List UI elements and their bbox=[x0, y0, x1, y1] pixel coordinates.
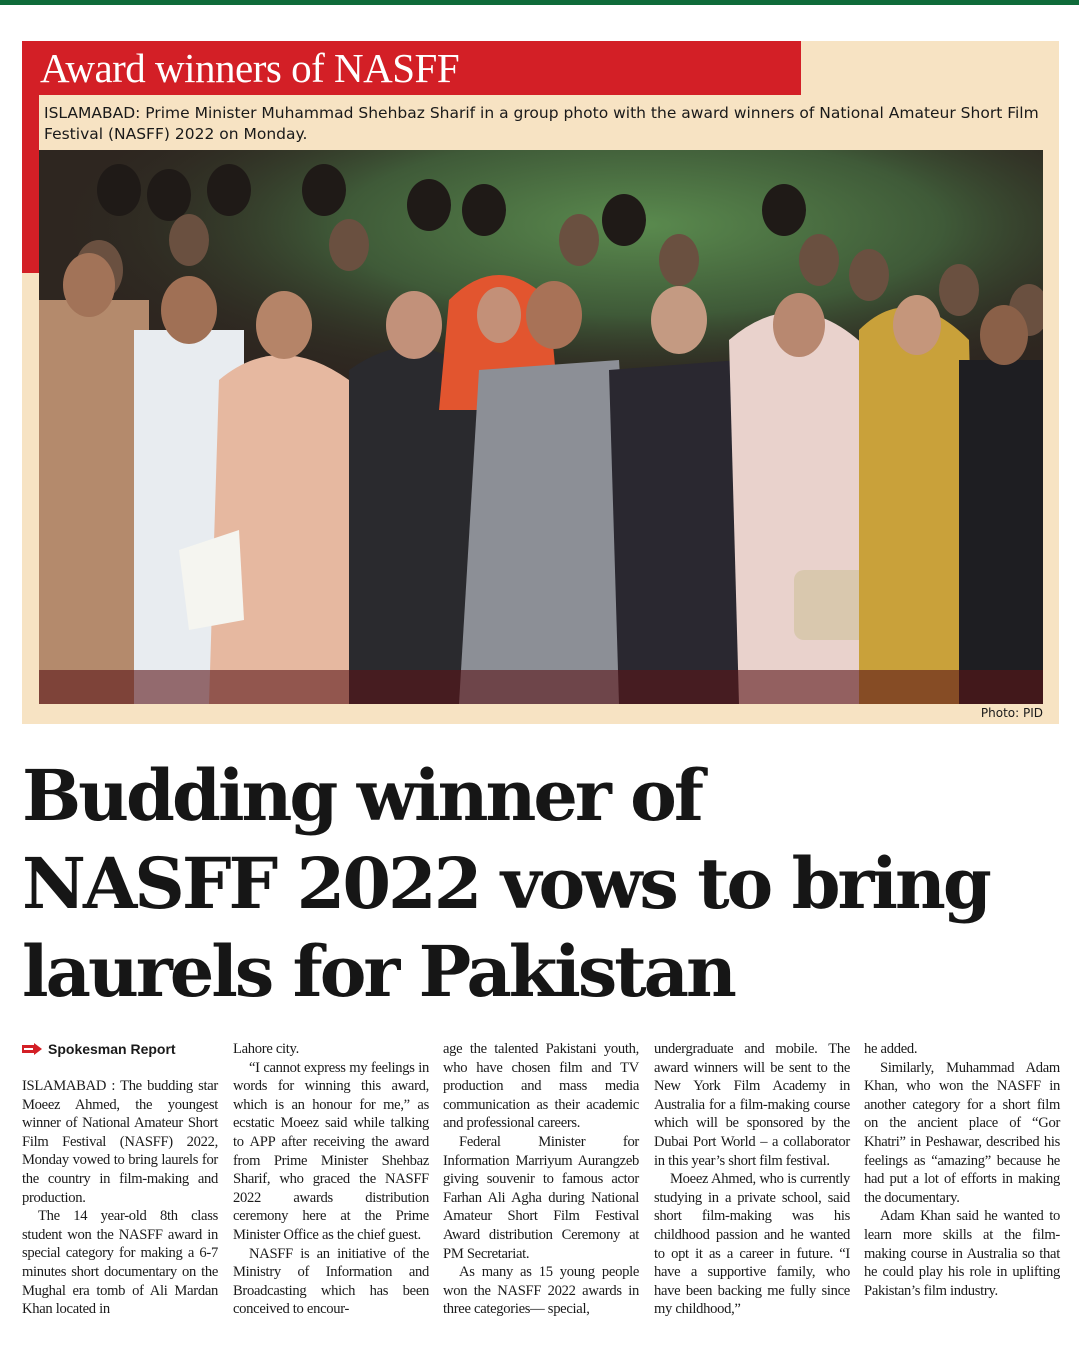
headline bbox=[22, 752, 1062, 1016]
paragraph: ISLAMABAD : The budding star Moeez Ahmed, the youngest winner of National Amateur Short Film Festival (NASFF) 2022, Monday vowed to bring laurels for the country in film-making and production. bbox=[22, 1078, 218, 1206]
paragraph: The 14 year-old 8th class student won the NASFF award in special category for making a 6-7 minutes short documentary on the Mughal era tomb of Ali Mardan Khan located in bbox=[22, 1208, 218, 1318]
byline-text: Spokesman Report bbox=[48, 1041, 176, 1057]
press-arrow-icon bbox=[22, 1043, 42, 1055]
article-column-1 bbox=[22, 1077, 218, 1319]
photo-credit: Photo: PID bbox=[980, 706, 1043, 720]
headline-line-3: laurels for Pakistan bbox=[22, 930, 734, 1013]
article-column-5 bbox=[864, 1040, 1060, 1300]
article-column-4 bbox=[654, 1040, 850, 1319]
article-column-2 bbox=[233, 1040, 429, 1319]
photo-caption: ISLAMABAD: Prime Minister Muhammad Shehbaz Sharif in a group photo with the award winners of National Amateur Short Film Festival (NASFF) 2022 on Monday. bbox=[44, 104, 1039, 143]
paragraph: age the talented Pakistani youth, who have chosen film and TV production and mass media communication as their academic and professional careers. bbox=[443, 1041, 639, 1132]
paragraph: he added. bbox=[864, 1041, 918, 1057]
paragraph: NASFF is an initiative of the Ministry of Information and Broadcasting which has been conceived to encour- bbox=[233, 1245, 429, 1318]
paragraph: Lahore city. bbox=[233, 1041, 299, 1057]
headline-line-2: NASFF 2022 vows to bring bbox=[22, 842, 989, 925]
paragraph: Moeez Ahmed, who is currently studying in a private school, said short film-making was his childhood passion and he wanted to opt it as a career in future. “I have a supportive family, who have been backing me fully since my childhood,” bbox=[654, 1171, 850, 1318]
paragraph: Adam Khan said he wanted to learn more skills at the film-making course in Australia so that he could play his role in uplifting Pakistan’s film industry. bbox=[864, 1208, 1060, 1299]
top-green-rule bbox=[0, 0, 1079, 5]
group-photo-illustration bbox=[39, 150, 1043, 704]
byline bbox=[22, 1041, 176, 1057]
photo-title: Award winners of NASFF bbox=[40, 45, 460, 91]
headline-line-1: Budding winner of bbox=[22, 754, 701, 837]
paragraph: “I cannot express my feelings in words for winning this award, which is an honour for me,” as ecstatic Moeez said while talking to APP after receiving the award from Prime Minister Shehbaz Sharif, who graced the NASFF 2022 awards distribution ceremony here at the Prime Minister Office as the chief guest. bbox=[233, 1059, 429, 1243]
group-photo bbox=[39, 150, 1043, 704]
paragraph: Similarly, Muhammad Adam Khan, who won the NASFF in another category for a short film on the ancient place of “Gor Khatri” in Peshawar, described his feelings as “amazing” because he had put a lot of efforts in making the documentary. bbox=[864, 1059, 1060, 1206]
paragraph: Federal Minister for Information Marriyum Aurangzeb giving souvenir to famous actor Farhan Ali Agha during National Amateur Short Film Festival Award distribution Ceremony at PM Secretariat. bbox=[443, 1133, 639, 1262]
paragraph: undergraduate and mobile. The award winners will be sent to the New York Film Academy in Australia for a film-making course which will be sponsored by the Dubai Port World – a collaborator in this year’s short film festival. bbox=[654, 1041, 850, 1169]
article-column-3 bbox=[443, 1040, 639, 1319]
paragraph: As many as 15 young people won the NASFF 2022 awards in three categories— special, bbox=[443, 1264, 639, 1318]
